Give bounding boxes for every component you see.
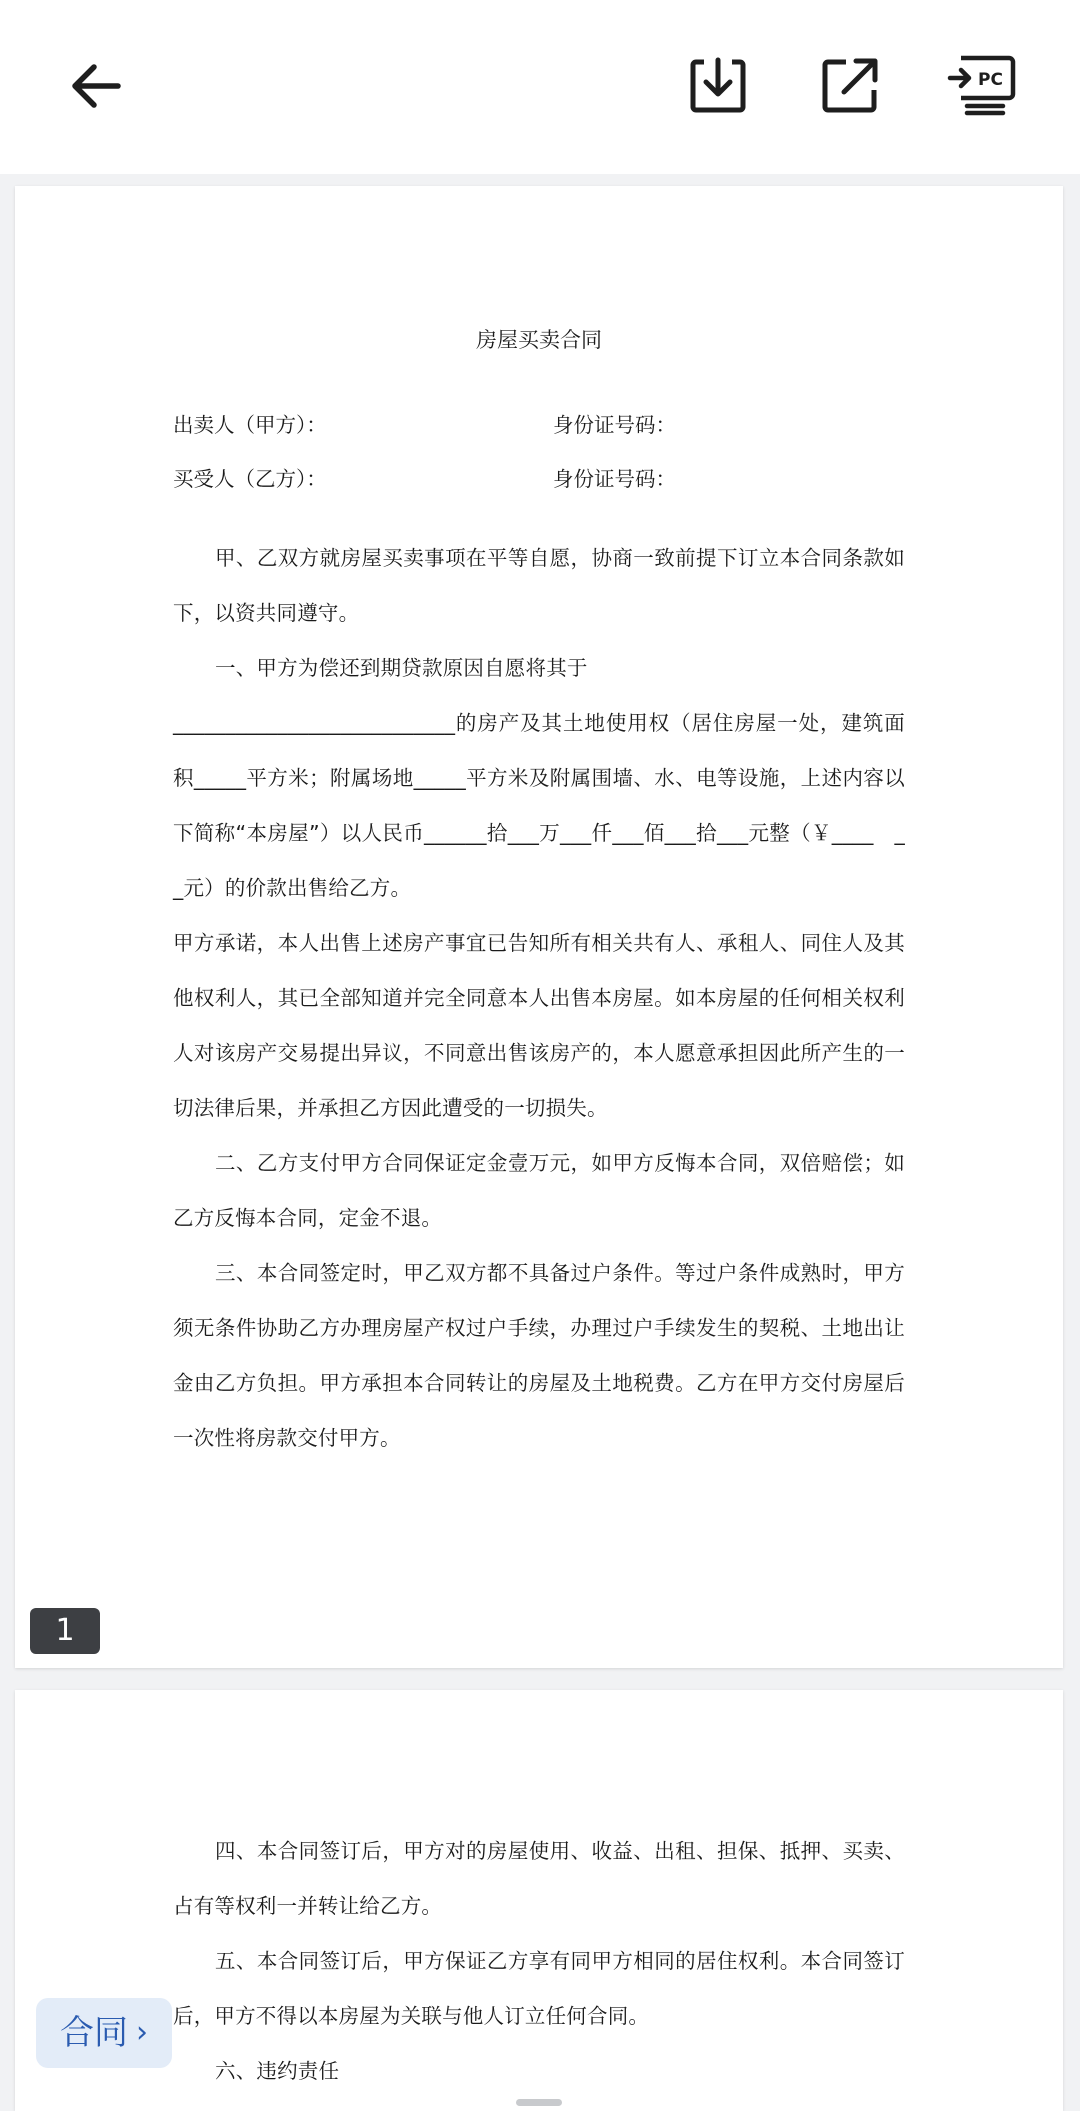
pc-view-icon: [947, 54, 1017, 118]
buyer-label: 买受人（乙方）：: [173, 467, 327, 491]
contract-tag-chip[interactable]: [36, 1998, 172, 2068]
paragraph-clause-4: 四、本合同签订后，甲方对的房屋使用、收益、出租、担保、抵押、买卖、占有等权利一并转让给乙方。: [173, 1839, 905, 1918]
paragraph-clause-3: 三、本合同签定时，甲乙双方都不具备过户条件。等过户条件成熟时，甲方须无条件协助乙方办理房屋产权过户手续，办理过户手续发生的契税、土地出让金由乙方负担。甲方承担本合同转让的房屋及土地税费。乙方在甲方交付房屋后一次性将房款交付甲方。: [173, 1261, 905, 1450]
paragraph-clause-5: 五、本合同签订后，甲方保证乙方享有同甲方相同的居住权利。本合同签订后，甲方不得以本房屋为关联与他人订立任何合同。: [173, 1949, 905, 2028]
document-page-2[interactable]: [15, 1690, 1063, 2111]
seller-label: 出卖人（甲方）：: [173, 413, 327, 437]
pc-view-button[interactable]: [944, 48, 1020, 124]
bottom-drag-handle[interactable]: [516, 2099, 562, 2106]
svg-text:PC: PC: [978, 70, 1003, 90]
open-external-button[interactable]: [812, 48, 888, 124]
document-page-1[interactable]: [15, 186, 1063, 1668]
seller-id-label: 身份证号码：: [553, 413, 676, 437]
paragraph-intro: 甲、乙双方就房屋买卖事项在平等自愿，协商一致前提下订立本合同条款如下，以资共同遵守。: [173, 546, 905, 625]
page2-body: [173, 1824, 905, 2099]
chevron-right-icon: ›: [136, 2015, 148, 2050]
page1-body: [173, 531, 905, 1466]
page-number-badge: 1: [30, 1608, 100, 1654]
buyer-id-label: 身份证号码：: [553, 467, 676, 491]
paragraph-seller-commitment: 甲方承诺，本人出售上述房产事宜已告知所有相关共有人、承租人、同住人及其他权利人，其已全部知道并完全同意本人出售本房屋。如本房屋的任何相关权利人对该房产交易提出异议，不同意出售该房产的，本人愿意承担因此所产生的一切法律后果，并承担乙方因此遭受的一切损失。: [173, 931, 905, 1120]
document-title: 房屋买卖合同: [476, 328, 602, 352]
paragraph-clause-2: 二、乙方支付甲方合同保证定金壹万元，如甲方反悔本合同，双倍赔偿；如乙方反悔本合同，定金不退。: [173, 1151, 905, 1230]
paragraph-clause-1-detail: ___________________________的房产及其土地使用权（居住房屋一处，建筑面积_____平方米；附属场地_____平方米及附属围墙、水、电等设施，上述内容以下简称“本房屋”）以人民币______拾___万___仟___佰___拾___元整（￥____ __元）的价款出售给乙方。: [173, 711, 905, 900]
download-button[interactable]: [680, 48, 756, 124]
chip-label: 合同: [60, 2013, 128, 2053]
arrow-left-icon: [66, 56, 126, 116]
paragraph-clause-6: 六、违约责任: [215, 2059, 340, 2083]
download-icon: [686, 54, 750, 118]
back-button[interactable]: [58, 48, 134, 124]
top-toolbar: [0, 0, 1080, 174]
open-external-icon: [818, 54, 882, 118]
paragraph-clause-1: 一、甲方为偿还到期贷款原因自愿将其于: [215, 656, 588, 680]
